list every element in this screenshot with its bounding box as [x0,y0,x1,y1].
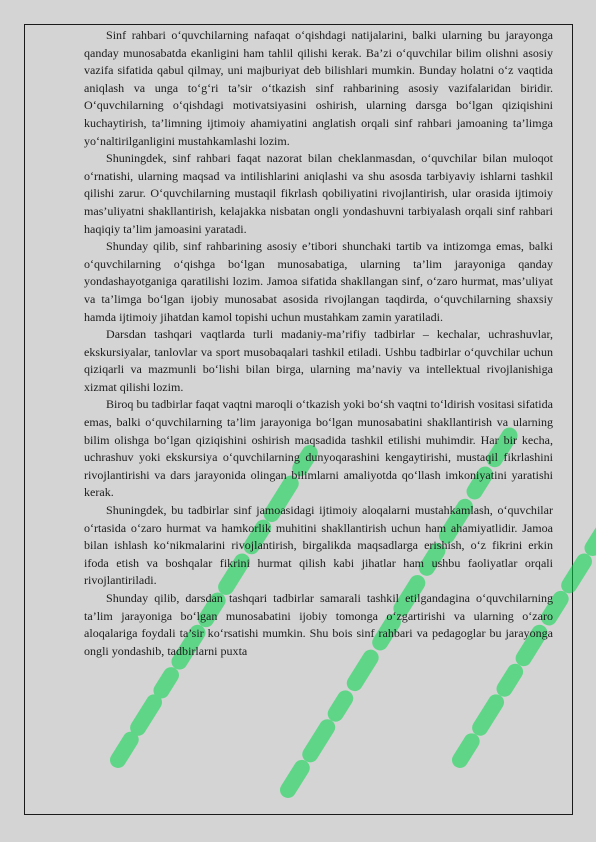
paragraph-4: Darsdan tashqari vaqtlarda turli madaniy-ma’rifiy tadbirlar – kechalar, uchrashuvlar, ekskursiyalar, tanlovlar va sport musobaqalari tashkil etiladi. Ushbu tadbirlar o‘quvchilar uchun qiziqarli va mazmunli bo‘lishi bilan birga, ularning ma’naviy va intellektual rivojlanishiga xizmat qilishi lozim. [84,327,553,394]
paragraph-6: Shuningdek, bu tadbirlar sinf jamoasidagi ijtimoiy aloqalarni mustahkamlash, o‘quvchilar o‘rtasida o‘zaro hurmat va hamkorlik muhitini shakllantirish uchun ham ahamiyatlidir. Jamoa bilan ishlash ko‘nikmalarini rivojlantirish, birgalikda maqsadlarga erishish, o‘z fikrini erkin ifoda etish va boshqalar fikrini hurmat qilish kabi jihatlar ham ushbu faoliyatlar orqali rivojlantiriladi. [84,503,553,588]
paragraph-5: Biroq bu tadbirlar faqat vaqtni maroqli o‘tkazish yoki bo‘sh vaqtni to‘ldirish vositasi sifatida emas, balki o‘quvchilarning ta’lim jarayoniga bo‘lgan munosabatini shakllantirish va ularning bilim olishga bo‘lgan qiziqishini oshirish maqsadida tashkil etilishi muhimdir. Har bir kecha, uchrashuv yoki ekskursiya o‘quvchilarning dunyoqarashini kengaytirishi, mustaqil fikrlashini rivojlantirishi va dars jarayonida olingan bilimlarni amaliyotda qo‘llash imkoniyatini yaratishi kerak. [84,397,553,500]
document-body [84,27,553,660]
paragraph-7: Shunday qilib, darsdan tashqari tadbirlar samarali tashkil etilgandagina o‘quvchilarning ta’lim jarayoniga bo‘lgan munosabatini ijobiy tomonga o‘zgartirishi va ularning o‘zaro aloqalariga foydali ta’sir ko‘rsatishi mumkin. Shu bois sinf rahbari va pedagoglar bu jarayonga ongli yondashib, tadbirlarni puxta [84,591,553,658]
paragraph-2: Shuningdek, sinf rahbari faqat nazorat bilan cheklanmasdan, o‘quvchilar bilan muloqot o‘rnatishi, ularning maqsad va intilishlarini aniqlashi va shu asosda tarbiyaviy ishlarni tashkil qilishi zarur. O‘quvchilarning mustaqil fikrlash qobiliyatini rivojlantirish, ular orasida ijtimoiy mas’uliyatni shakllantirish, kelajakka nisbatan ongli yondashuvni tarbiyalash orqali sinf rahbari haqiqiy ta’lim jamoasini yaratadi. [84,151,553,236]
paragraph-1: Sinf rahbari o‘quvchilarning nafaqat o‘qishdagi natijalarini, balki ularning bu jarayonga qanday munosabatda ekanligini ham tahlil qilishi kerak. Ba’zi o‘quvchilar bilim olishni asosiy vazifa sifatida qabul qilmay, uni majburiyat deb bilishlari mumkin. Bunday holatni o‘z vaqtida aniqlash va unga to‘g‘ri ta’sir o‘tkazish sinf rahbarining asosiy vazifalaridan biridir. O‘quvchilarning o‘qishdagi motivatsiyasini oshirish, ularning darsga bo‘lgan qiziqishini kuchaytirish, ta’limning ijtimoiy ahamiyatini anglatish orqali sinf rahbari jamoaning ta’limga yo‘naltirilganligini mustahkamlashi lozim. [84,28,553,148]
paragraph-3: Shunday qilib, sinf rahbarining asosiy e’tibori shunchaki tartib va intizomga emas, balki o‘quvchilarning o‘qishga bo‘lgan munosabatiga, ularning ta’lim jarayoniga qanday yondashayotganiga qaratilishi lozim. Jamoa sifatida shakllangan sinf, o‘zaro hurmat, mas’uliyat va ta’limga bo‘lgan ijobiy munosabat asosida rivojlangan taqdirda, o‘quvchilarning shaxsiy hamda ijtimoiy jihatdan kamol topishi uchun mustahkam zamin yaratiladi. [84,239,553,324]
